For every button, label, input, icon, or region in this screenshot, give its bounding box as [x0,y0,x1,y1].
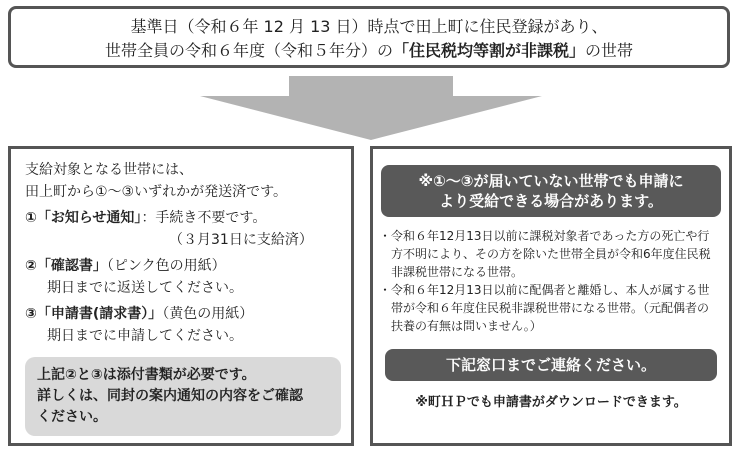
left-intro-2: 田上町から①～③いずれかが発送済です。 [25,184,287,200]
banner-line-2: より受給できる場合があります。 [439,192,663,210]
eligible-households-panel [8,146,354,446]
contact-banner: 下記窓口までご連絡ください。 [385,349,717,381]
item-2-text: （ピンク色の用紙） [106,258,226,274]
note-line-2: 詳しくは、同封の案内通知の内容をご確認 [37,388,303,404]
note-line-1: 上記②と③は添付書類が必要です。 [37,367,256,383]
item-3-text: （黄色の用紙） [162,306,254,322]
case-list [379,227,723,335]
item-1-sub: （３月31日に支給済） [169,232,313,248]
eligibility-header [8,6,730,68]
item-1 [25,207,337,229]
item-3-sub: 期日までに申請してください。 [47,328,243,344]
item-3-title: ③「申請書(請求書）」 [25,306,163,322]
banner-line-1: ※①～③が届いていない世帯でも申請に [418,172,684,190]
header-line-1: 基準日（令和６年 12 月 13 日）時点で田上町に住民登録があり、 [130,17,608,36]
header-line-2 [11,39,727,63]
item-3 [25,303,337,325]
header-line-2-bold: 「住民税均等割が非課税」 [392,41,585,60]
item-1-title: ①「お知らせ通知」 [25,210,142,226]
header-line-2-suffix: の世帯 [585,41,634,60]
unnotified-banner [381,165,721,217]
case-item-1: ・令和６年12月13日以前に課税対象者であった方の死亡や行方不明により、その方を除いた世帯全員が令和6年度住民税非課税世帯になる世帯。 [379,229,711,279]
download-footnote: ※町ＨＰでも申請書がダウンロードできます。 [415,395,687,410]
item-2-sub: 期日までに返送してください。 [47,280,243,296]
attachment-note [25,357,341,436]
unnotified-households-panel [370,146,732,446]
item-2 [25,255,337,277]
item-2-title: ②「確認書」 [25,258,107,274]
left-intro-1: 支給対象となる世帯には、 [25,162,193,178]
down-arrow-icon [0,74,742,142]
header-line-2-prefix: 世帯全員の令和６年度（令和５年分）の [104,41,393,60]
case-item-2: ・令和６年12月13日以前に配偶者と離婚し、本人が属する世帯が令和６年度住民税非課税世帯になる世帯。（元配偶者の扶養の有無は問いません。） [379,283,710,333]
item-1-text: ：手続き不要です。 [141,210,267,226]
note-line-3: ください。 [37,409,107,425]
